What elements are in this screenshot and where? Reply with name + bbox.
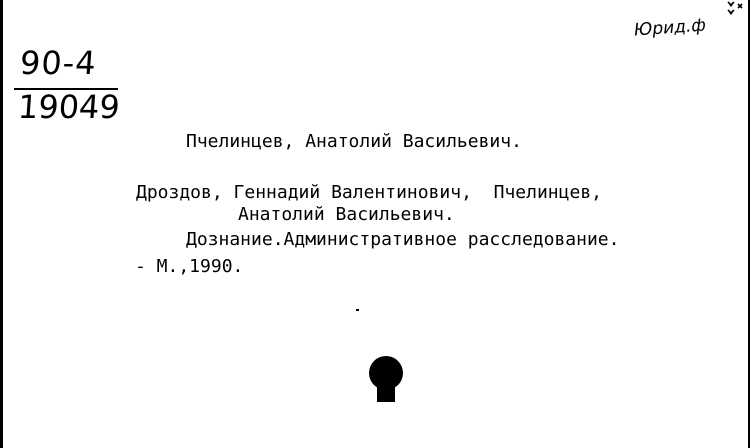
call-number-top: 90-4	[18, 44, 98, 82]
entry-authors-continued: Анатолий Васильевич.	[238, 204, 455, 225]
dust-speck	[356, 309, 359, 311]
call-number-bottom: 19049	[16, 88, 122, 126]
entry-title-line: Дознание.Административное расследование.	[186, 229, 620, 250]
author-heading: Пчелинцев, Анатолий Васильевич.	[186, 131, 522, 152]
entry-authors-line: Дроздов, Геннадий Валентинович, Пчелинцев,	[136, 182, 602, 203]
card-left-border	[0, 0, 3, 448]
card-punch-hole	[367, 356, 405, 404]
corner-handwritten-note: Юрид.ф	[633, 15, 707, 41]
edge-marks	[724, 0, 746, 24]
entry-imprint-line: - М.,1990.	[135, 256, 244, 277]
